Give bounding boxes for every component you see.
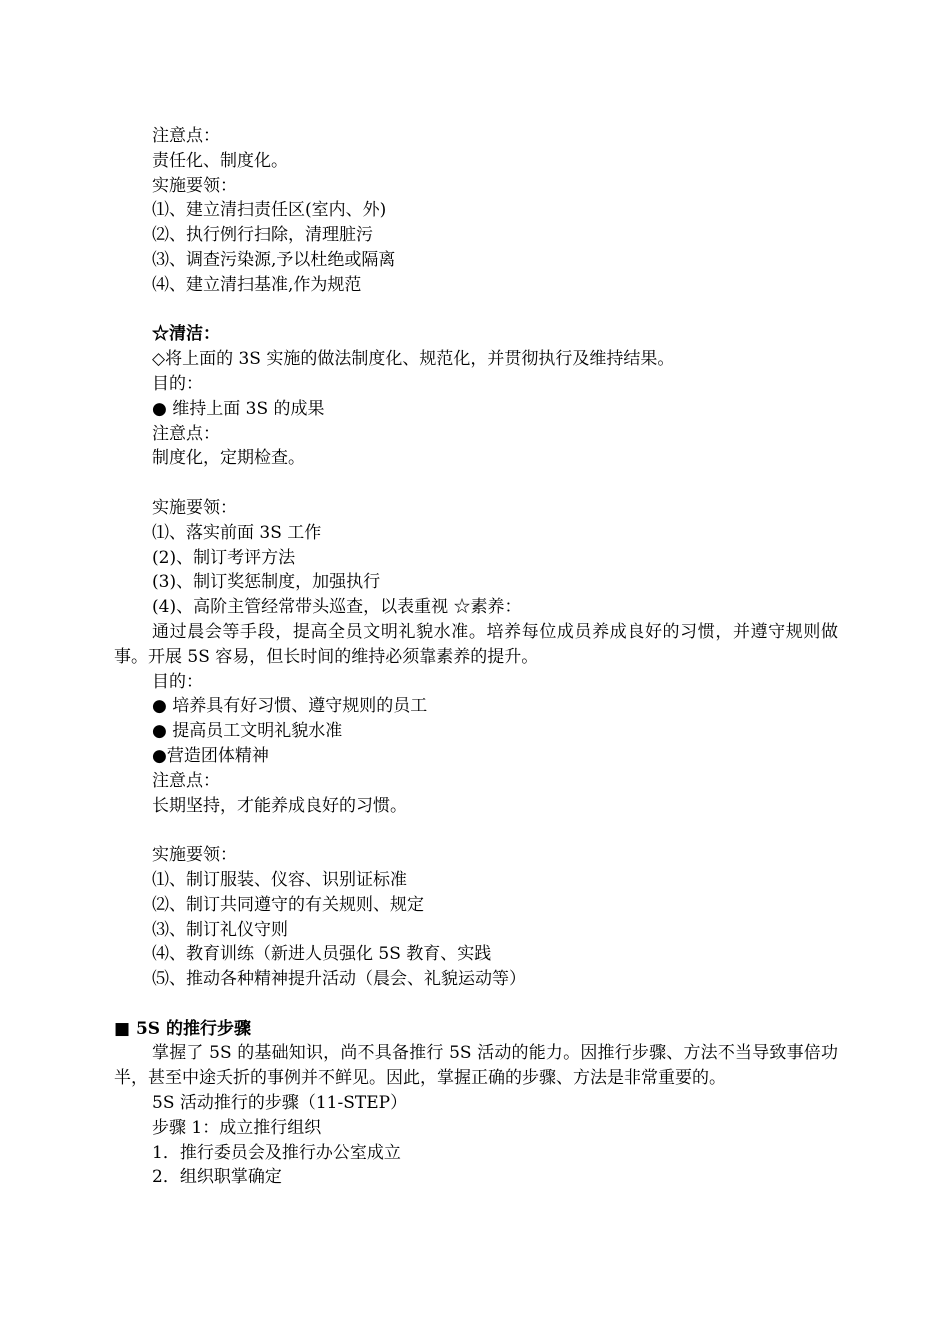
method-step: ⑴、制订服装、仪容、识别证标准 bbox=[152, 869, 407, 890]
method-step: ⑵、执行例行扫除，清理脏污 bbox=[152, 225, 373, 246]
note-label: 注意点： bbox=[152, 770, 220, 791]
method-step: ⑶、调查污染源,予以杜绝或隔离 bbox=[152, 249, 396, 270]
definition-paragraph: 通过晨会等手段，提高全员文明礼貌水准。培养每位成员养成良好的习惯，并遵守规则做事。开展 5S 容易，但长时间的维持必须靠素养的提升。 bbox=[114, 621, 838, 667]
method-label: 实施要领： bbox=[152, 497, 237, 518]
note-text: 制度化，定期检查。 bbox=[152, 448, 305, 469]
method-step: ⑷、教育训练（新进人员强化 5S 教育、实践 bbox=[152, 944, 492, 965]
method-step: ⑵、制订共同遵守的有关规则、规定 bbox=[152, 894, 424, 915]
method-step: (3)、制订奖惩制度，加强执行 bbox=[152, 572, 381, 593]
method-step: ⑴、建立清扫责任区(室内、外) bbox=[152, 200, 387, 221]
note-text: 长期坚持，才能养成良好的习惯。 bbox=[152, 795, 407, 816]
method-step: (2)、制订考评方法 bbox=[152, 547, 296, 568]
note-label: 注意点： bbox=[152, 126, 220, 146]
method-step: ⑶、制订礼仪守则 bbox=[152, 919, 288, 940]
note-text: 责任化、制度化。 bbox=[152, 150, 288, 171]
purpose-item: ● 维持上面 3S 的成果 bbox=[152, 398, 325, 419]
spacer bbox=[114, 298, 838, 323]
method-label: 实施要领： bbox=[152, 175, 237, 196]
method-step: (4)、高阶主管经常带头巡查，以表重视 ☆素养： bbox=[152, 597, 522, 618]
method-step: ⑸、推动各种精神提升活动（晨会、礼貌运动等） bbox=[152, 969, 526, 990]
purpose-item: ● 提高员工文明礼貌水准 bbox=[152, 721, 343, 742]
step-item: 2．组织职掌确定 bbox=[152, 1167, 282, 1188]
purpose-label: 目的： bbox=[152, 373, 203, 394]
purpose-label: 目的： bbox=[152, 671, 203, 692]
spacer bbox=[114, 818, 838, 843]
method-step: ⑴、落实前面 3S 工作 bbox=[152, 522, 322, 543]
purpose-item: ●营造团体精神 bbox=[152, 745, 269, 766]
method-step: ⑷、建立清扫基准,作为规范 bbox=[152, 274, 362, 295]
method-label: 实施要领： bbox=[152, 845, 237, 866]
note-label: 注意点： bbox=[152, 423, 220, 444]
document-body bbox=[114, 124, 838, 1190]
section-heading-tuixing: ■ 5S 的推行步骤 bbox=[114, 1018, 252, 1039]
steps-title: 5S 活动推行的步骤（11-STEP） bbox=[152, 1093, 408, 1114]
section-heading-qingjie: ☆清洁： bbox=[152, 324, 220, 345]
intro-paragraph: 掌握了 5S 的基础知识，尚不具备推行 5S 活动的能力。因推行步骤、方法不当导致事倍功半，甚至中途夭折的事例并不鲜见。因此，掌握正确的步骤、方法是非常重要的。 bbox=[114, 1043, 838, 1089]
spacer bbox=[114, 471, 838, 496]
step-item: 1．推行委员会及推行办公室成立 bbox=[152, 1142, 401, 1163]
definition-text: ◇将上面的 3S 实施的做法制度化、规范化，并贯彻执行及维持结果。 bbox=[152, 349, 675, 370]
spacer bbox=[114, 992, 838, 1017]
purpose-item: ● 培养具有好习惯、遵守规则的员工 bbox=[152, 696, 428, 717]
step-heading: 步骤 1：成立推行组织 bbox=[152, 1117, 322, 1138]
